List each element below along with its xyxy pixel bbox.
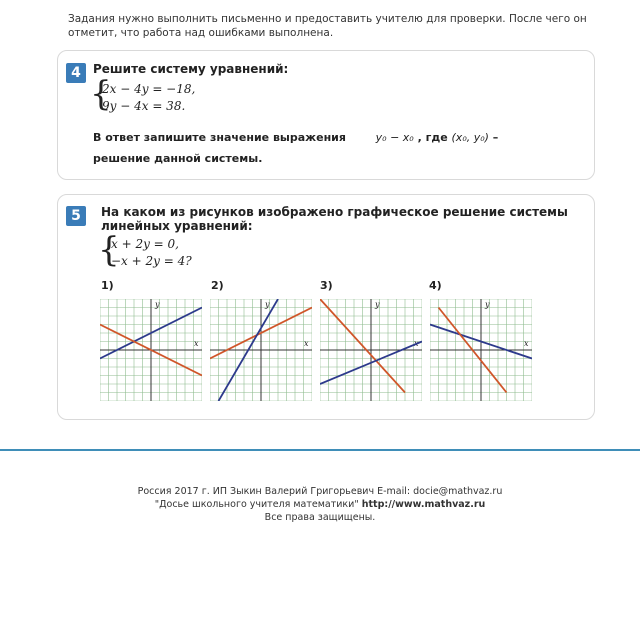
footer-url[interactable]: http://www.mathvaz.ru (361, 499, 486, 510)
answer-pair: (x₀, y₀) (451, 131, 489, 144)
x-axis-label: x (524, 339, 529, 348)
task-4-equation-1: 2x − 4y = −18, (102, 82, 196, 96)
instructions-text: Задания нужно выполнить письменно и предоставить учителю для проверки. После чего он отметит, что работа над ошибками выполнена. (68, 13, 587, 39)
y-axis-label: y (155, 300, 160, 309)
graph-3 (320, 299, 422, 401)
task-4-answer-line-2: решение данной системы. (93, 152, 263, 165)
x-axis-label: x (194, 339, 199, 348)
task-5-equation-1: x + 2y = 0, (111, 237, 179, 251)
footer-line-2 (0, 499, 640, 510)
graph-2-label: 2) (211, 279, 224, 292)
answer-mid: , где (417, 131, 448, 144)
graph-4 (430, 299, 532, 401)
system-brace: { (90, 74, 112, 114)
graph-1-label: 1) (101, 279, 114, 292)
task-5-title-line-1: На каком из рисунков изображено графическое решение системы (101, 205, 568, 219)
x-axis-label: x (304, 339, 309, 348)
task-5-equation-2: −x + 2y = 4? (111, 254, 192, 268)
task-5-card (57, 194, 595, 420)
task-5-number: 5 (66, 206, 86, 226)
task-4-answer-instructions (93, 131, 583, 145)
task-4-system (102, 81, 195, 115)
footer-line-3: Все права защищены. (264, 512, 376, 523)
footer-site-title: "Досье школьного учителя математики" (154, 499, 359, 510)
graph-2 (210, 299, 312, 401)
footer-line-1: Россия 2017 г. ИП Зыкин Валерий Григорьевич E-mail: docie@mathvaz.ru (137, 486, 503, 497)
task-4-card (57, 50, 595, 180)
task-4-title: Решите систему уравнений: (93, 62, 289, 76)
task-5-system (111, 236, 192, 270)
y-axis-label: y (265, 300, 270, 309)
task-4-equation-2: 9y − 4x = 38. (102, 99, 186, 113)
graph-4-label: 4) (429, 279, 442, 292)
task-5-title-line-2: линейных уравнений: (101, 219, 253, 233)
footer-divider (0, 449, 640, 451)
y-axis-label: y (485, 300, 490, 309)
graph-3-label: 3) (320, 279, 333, 292)
graph-1 (100, 299, 202, 401)
answer-suffix: – (492, 131, 499, 144)
system-brace-5: { (98, 230, 120, 270)
task-4-number: 4 (66, 63, 86, 83)
y-axis-label: y (375, 300, 380, 309)
answer-prefix: В ответ запишите значение выражения (93, 131, 346, 144)
answer-expression: y₀ − x₀ (375, 131, 414, 144)
